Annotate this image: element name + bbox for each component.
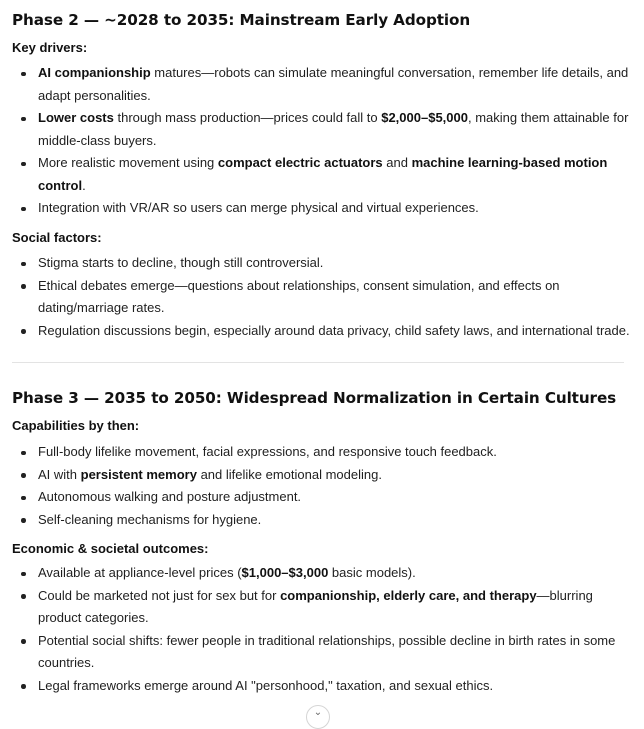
list-item bbox=[12, 630, 630, 675]
bullet-icon bbox=[21, 451, 26, 456]
list-item-text: through mass production—prices could fall to bbox=[113, 110, 382, 125]
list-item bbox=[12, 486, 630, 509]
scroll-down-button[interactable] bbox=[306, 705, 330, 729]
bullet-icon bbox=[21, 594, 26, 599]
list-item bbox=[12, 320, 630, 343]
bullet-icon bbox=[21, 207, 26, 212]
section-divider bbox=[12, 362, 624, 363]
list-item bbox=[12, 562, 630, 585]
bullet-icon bbox=[21, 518, 26, 523]
bullet-icon bbox=[21, 72, 26, 77]
bullet-icon bbox=[21, 496, 26, 501]
phase2-heading: Phase 2 — ~2028 to 2035: Mainstream Early Adoption bbox=[12, 11, 471, 29]
list-item-text: —blurring product categories. bbox=[38, 587, 593, 625]
list-item-text: and bbox=[382, 155, 412, 170]
list-item bbox=[12, 585, 630, 630]
list-item-text: Stigma starts to decline, though still controversial. bbox=[38, 255, 324, 270]
key-drivers-list bbox=[12, 62, 630, 220]
list-item bbox=[12, 275, 630, 320]
list-item-text: Self-cleaning mechanisms for hygiene. bbox=[38, 511, 262, 527]
bullet-icon bbox=[21, 284, 26, 289]
list-item-text: Integration with VR/AR so users can merge physical and virtual experiences. bbox=[38, 200, 479, 215]
list-item-text: basic models). bbox=[328, 565, 416, 580]
list-item-text: Ethical debates emerge—questions about relationships, consent simulation, and effects on dating/marriage rates. bbox=[38, 277, 560, 315]
list-item-text: matures—robots can simulate meaningful conversation, remember life details, and adapt personalities. bbox=[38, 65, 629, 103]
list-item-text: Could be marketed not just for sex but for bbox=[38, 587, 281, 603]
list-item-text: Full-body lifelike movement, facial expressions, and responsive touch feedback. bbox=[38, 444, 497, 459]
bullet-icon bbox=[21, 639, 26, 644]
outcomes-list bbox=[12, 562, 630, 697]
bold-text: companionship, elderly care, and therapy bbox=[280, 587, 537, 603]
phase3-heading: Phase 3 — 2035 to 2050: Widespread Normalization in Certain Cultures bbox=[12, 389, 617, 407]
bullet-icon bbox=[21, 262, 26, 267]
list-item bbox=[12, 107, 630, 152]
bullet-icon bbox=[21, 473, 26, 478]
capabilities-list bbox=[12, 441, 630, 531]
social-factors-label: Social factors: bbox=[12, 230, 102, 245]
list-item bbox=[12, 197, 630, 220]
list-item bbox=[12, 152, 630, 197]
list-item-text: Potential social shifts: fewer people in traditional relationships, possible decline in birth rates in some countries. bbox=[38, 632, 616, 670]
list-item-text: More realistic movement using bbox=[38, 155, 218, 170]
bold-text: AI companionship bbox=[38, 65, 151, 80]
list-item-text: Legal frameworks emerge around AI "personhood," taxation, and sexual ethics. bbox=[38, 677, 494, 693]
list-item-text: and lifelike emotional modeling. bbox=[196, 466, 382, 482]
outcomes-label: Economic & societal outcomes: bbox=[12, 541, 209, 556]
list-item bbox=[12, 441, 630, 464]
list-item bbox=[12, 675, 630, 698]
list-item bbox=[12, 62, 630, 107]
key-drivers-label: Key drivers: bbox=[12, 40, 88, 55]
bold-text: compact electric actuators bbox=[217, 155, 383, 170]
bold-text: $1,000–$3,000 bbox=[241, 565, 329, 580]
list-item-text: . bbox=[82, 177, 86, 193]
list-item bbox=[12, 464, 630, 487]
bullet-icon bbox=[21, 329, 26, 334]
chevron-down-icon: ⌄ bbox=[313, 707, 323, 718]
bold-text: $2,000–$5,000 bbox=[381, 110, 468, 125]
bullet-icon bbox=[21, 117, 26, 122]
bullet-icon bbox=[21, 684, 26, 689]
list-item-text: Regulation discussions begin, especially around data privacy, child safety laws, and international trade. bbox=[38, 322, 630, 338]
list-item bbox=[12, 252, 630, 275]
list-item-text: , making them attainable for middle-class buyers. bbox=[38, 110, 629, 148]
capabilities-label: Capabilities by then: bbox=[12, 418, 140, 433]
bullet-icon bbox=[21, 572, 26, 577]
bullet-icon bbox=[21, 162, 26, 167]
list-item-text: Available at appliance-level prices ( bbox=[38, 565, 242, 580]
social-factors-list bbox=[12, 252, 630, 342]
bold-text: Lower costs bbox=[38, 110, 114, 125]
bold-text: persistent memory bbox=[80, 466, 197, 482]
list-item-text: AI with bbox=[38, 466, 81, 482]
list-item-text: Autonomous walking and posture adjustment. bbox=[38, 489, 302, 504]
bold-text: machine learning-based motion control bbox=[38, 155, 608, 193]
list-item bbox=[12, 509, 630, 532]
